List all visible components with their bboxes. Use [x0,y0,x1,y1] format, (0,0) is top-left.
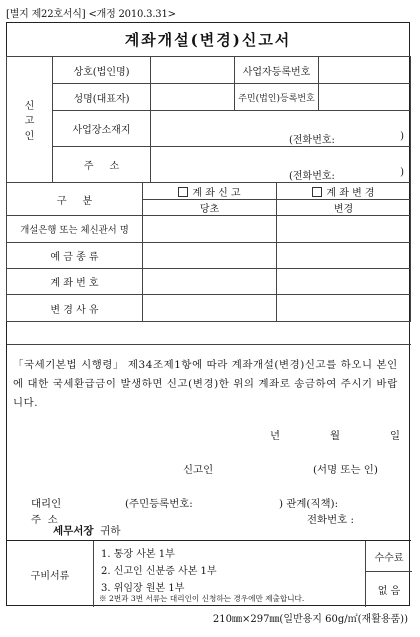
company-name-field[interactable] [151,57,235,84]
company-name-label: 상호(법인명) [53,57,151,84]
original-column-header: 당초 [143,200,277,216]
change-account-label: 계 좌 변 경 [326,187,375,199]
address-phone-close: ) [400,167,404,178]
change-reason-changed-field[interactable] [277,295,411,322]
applicant-char-1: 신 [24,101,35,112]
representative-label: 성명(대표자) [53,84,151,111]
statement-section [7,344,411,540]
bank-name-original-field[interactable] [143,216,277,243]
signer-label: 신고인 [183,464,214,476]
documents-label: 구비서류 [7,541,94,607]
document-item-3: 3. 위임장 원본 1부 [101,583,185,594]
form-number-header: [별지 제22호서식] <개정 2010.3.31> [6,9,176,20]
account-number-label: 계 좌 번 호 [7,269,143,295]
agent-phone-label: 전화번호 : [307,514,354,526]
deposit-type-label: 예 금 종 류 [7,243,143,269]
deposit-type-changed-field[interactable] [277,243,411,269]
agent-id-label: (주민등록번호: [125,498,193,510]
deposit-type-original-field[interactable] [143,243,277,269]
account-number-original-field[interactable] [143,269,277,295]
account-table [6,182,411,322]
address-field[interactable] [151,147,411,183]
resident-number-label: 주민(법인)등록번호 [235,84,319,111]
office-phone-close: ) [400,131,404,142]
applicant-section-label [7,57,53,183]
office-location-label: 사업장소재지 [53,111,151,147]
date-year: 년 [270,430,281,442]
agent-address-label: 주 소 [31,514,58,526]
type-label: 구 분 [7,183,143,216]
change-reason-original-field[interactable] [143,295,277,322]
applicant-char-2: 고 [24,116,35,127]
date-month: 월 [330,430,341,442]
address-phone-label: (전화번호: [289,171,335,182]
tax-office-head: 세무서장 [53,525,94,537]
form-title: 계좌개설(변경)신고서 [7,23,409,57]
account-number-changed-field[interactable] [277,269,411,295]
report-form [6,22,410,606]
office-phone-label: (전화번호: [289,135,335,146]
bank-name-label: 개설은행 또는 체신관서 명 [7,216,143,243]
resident-number-field[interactable] [319,84,411,111]
recipient-line [53,523,121,538]
agent-relation-label: ) 관계(직책): [279,498,339,510]
paper-spec: 210㎜×297㎜(일반용지 60g/㎡(재활용품)) [212,614,408,625]
business-number-field[interactable] [319,57,411,84]
option-new-account[interactable] [143,183,277,200]
date-day: 일 [390,430,401,442]
applicant-char-3: 인 [24,131,35,142]
option-change-account[interactable] [277,183,411,200]
address-label: 주 소 [53,147,151,183]
changed-column-header: 변경 [277,200,411,216]
change-reason-label: 변 경 사 유 [7,295,143,322]
new-account-checkbox[interactable] [178,187,188,197]
recipient-suffix: 귀하 [100,525,121,537]
statement-text: 「국세기본법 시행령」 제34조제1항에 따라 계좌개설(변경)신고를 하오니 본인에 대한 국세환급금이 발생하면 신고(변경)한 위의 계좌로 송금하여 주시기 바랍니다. [13,359,398,409]
new-account-label: 계 좌 신 고 [192,187,241,199]
fee-value: 없 음 [377,586,401,597]
change-account-checkbox[interactable] [312,187,322,197]
business-number-label: 사업자등록번호 [235,57,319,84]
agent-label: 대리인 [31,498,62,510]
document-item-1: 1. 통장 사본 1부 [101,549,175,560]
applicant-table [6,56,411,183]
signer-sign-note: (서명 또는 인) [313,464,378,476]
documents-note: ※ 2번과 3번 서류는 대리인이 신청하는 경우에만 제출합니다. [99,594,305,603]
representative-field[interactable] [151,84,235,111]
fee-label: 수수료 [366,541,412,572]
fee-box [365,541,412,607]
document-item-2: 2. 신고인 신분증 사본 1부 [101,566,217,577]
office-location-field[interactable] [151,111,411,147]
bank-name-changed-field[interactable] [277,216,411,243]
required-documents-section [7,540,411,607]
